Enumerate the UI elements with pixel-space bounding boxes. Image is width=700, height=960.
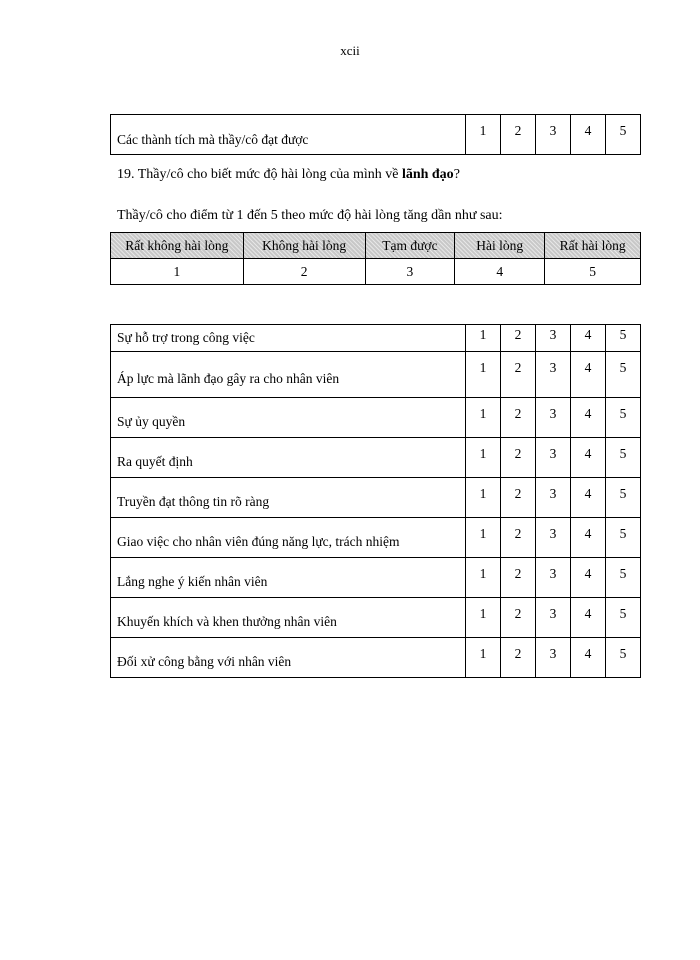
score-option[interactable]: 5 xyxy=(606,352,641,398)
score-option[interactable]: 2 xyxy=(501,325,536,352)
score-option[interactable]: 1 xyxy=(466,325,501,352)
score-option[interactable]: 1 xyxy=(466,598,501,638)
score-option[interactable]: 3 xyxy=(536,115,571,155)
score-option[interactable]: 1 xyxy=(466,352,501,398)
item-label: Đối xử công bằng với nhân viên xyxy=(111,638,466,678)
score-option[interactable]: 4 xyxy=(571,478,606,518)
score-option[interactable]: 2 xyxy=(501,352,536,398)
leadership-rating-table xyxy=(110,324,641,678)
score-option[interactable]: 3 xyxy=(536,352,571,398)
score-option[interactable]: 2 xyxy=(501,398,536,438)
table-row xyxy=(111,398,641,438)
item-label: Lắng nghe ý kiến nhân viên xyxy=(111,558,466,598)
table-row xyxy=(111,438,641,478)
scale-value-row xyxy=(111,259,641,285)
question-bold-term: lãnh đạo xyxy=(401,167,454,182)
page-number: xcii xyxy=(340,43,360,58)
scale-header: Hài lòng xyxy=(455,233,545,259)
item-label: Ra quyết định xyxy=(111,438,466,478)
score-option[interactable]: 4 xyxy=(571,325,606,352)
scale-header-row xyxy=(111,233,641,259)
score-option[interactable]: 3 xyxy=(536,478,571,518)
table-row xyxy=(111,558,641,598)
score-option[interactable]: 5 xyxy=(606,518,641,558)
score-option[interactable]: 2 xyxy=(501,478,536,518)
question-number: 19. xyxy=(117,167,135,182)
score-option[interactable]: 5 xyxy=(606,438,641,478)
score-option[interactable]: 3 xyxy=(536,518,571,558)
score-option[interactable]: 5 xyxy=(606,115,641,155)
table-row xyxy=(111,638,641,678)
score-option[interactable]: 2 xyxy=(501,115,536,155)
score-option[interactable]: 5 xyxy=(606,478,641,518)
score-option[interactable]: 1 xyxy=(466,398,501,438)
scale-value: 3 xyxy=(365,259,455,285)
score-option[interactable]: 2 xyxy=(501,438,536,478)
score-option[interactable]: 4 xyxy=(571,558,606,598)
table-row xyxy=(111,325,641,352)
rating-scale-table xyxy=(110,232,641,285)
score-option[interactable]: 1 xyxy=(466,478,501,518)
question-19 xyxy=(117,167,460,183)
score-option[interactable]: 4 xyxy=(571,398,606,438)
score-option[interactable]: 1 xyxy=(466,518,501,558)
item-label: Áp lực mà lãnh đạo gây ra cho nhân viên xyxy=(111,352,466,398)
item-label: Sự hỗ trợ trong công việc xyxy=(111,325,466,352)
scale-value: 1 xyxy=(111,259,244,285)
score-option[interactable]: 5 xyxy=(606,325,641,352)
scale-value: 5 xyxy=(545,259,641,285)
score-option[interactable]: 4 xyxy=(571,518,606,558)
score-option[interactable]: 5 xyxy=(606,638,641,678)
table-row xyxy=(111,518,641,558)
score-option[interactable]: 3 xyxy=(536,325,571,352)
score-option[interactable]: 2 xyxy=(501,558,536,598)
table-row xyxy=(111,115,641,155)
score-option[interactable]: 3 xyxy=(536,438,571,478)
score-option[interactable]: 1 xyxy=(466,115,501,155)
score-option[interactable]: 1 xyxy=(466,438,501,478)
score-option[interactable]: 4 xyxy=(571,638,606,678)
score-option[interactable]: 3 xyxy=(536,598,571,638)
table-row xyxy=(111,352,641,398)
scale-value: 2 xyxy=(243,259,365,285)
instruction-text: Thầy/cô cho điểm từ 1 đến 5 theo mức độ hài lòng tăng dần như sau: xyxy=(117,208,503,223)
score-option[interactable]: 2 xyxy=(501,518,536,558)
item-label: Sự ủy quyền xyxy=(111,398,466,438)
score-option[interactable]: 4 xyxy=(571,115,606,155)
score-option[interactable]: 2 xyxy=(501,638,536,678)
scale-header: Tạm được xyxy=(365,233,455,259)
score-option[interactable]: 3 xyxy=(536,558,571,598)
score-option[interactable]: 5 xyxy=(606,598,641,638)
score-option[interactable]: 4 xyxy=(571,598,606,638)
scale-header: Không hài lòng xyxy=(243,233,365,259)
score-option[interactable]: 3 xyxy=(536,398,571,438)
item-label: Khuyến khích và khen thưởng nhân viên xyxy=(111,598,466,638)
score-option[interactable]: 1 xyxy=(466,558,501,598)
question-end: ? xyxy=(453,167,460,182)
table-row xyxy=(111,598,641,638)
scale-value: 4 xyxy=(455,259,545,285)
scale-header: Rất không hài lòng xyxy=(111,233,244,259)
achievements-table xyxy=(110,114,641,155)
item-label: Giao việc cho nhân viên đúng năng lực, trách nhiệm xyxy=(111,518,466,558)
score-option[interactable]: 5 xyxy=(606,398,641,438)
score-option[interactable]: 4 xyxy=(571,438,606,478)
scale-header: Rất hài lòng xyxy=(545,233,641,259)
question-text: Thầy/cô cho biết mức độ hài lòng của mình về xyxy=(137,167,402,182)
score-option[interactable]: 2 xyxy=(501,598,536,638)
score-option[interactable]: 5 xyxy=(606,558,641,598)
score-option[interactable]: 1 xyxy=(466,638,501,678)
score-option[interactable]: 4 xyxy=(571,352,606,398)
table-row xyxy=(111,478,641,518)
item-label: Các thành tích mà thầy/cô đạt được xyxy=(111,115,466,155)
score-option[interactable]: 3 xyxy=(536,638,571,678)
item-label: Truyền đạt thông tin rõ ràng xyxy=(111,478,466,518)
